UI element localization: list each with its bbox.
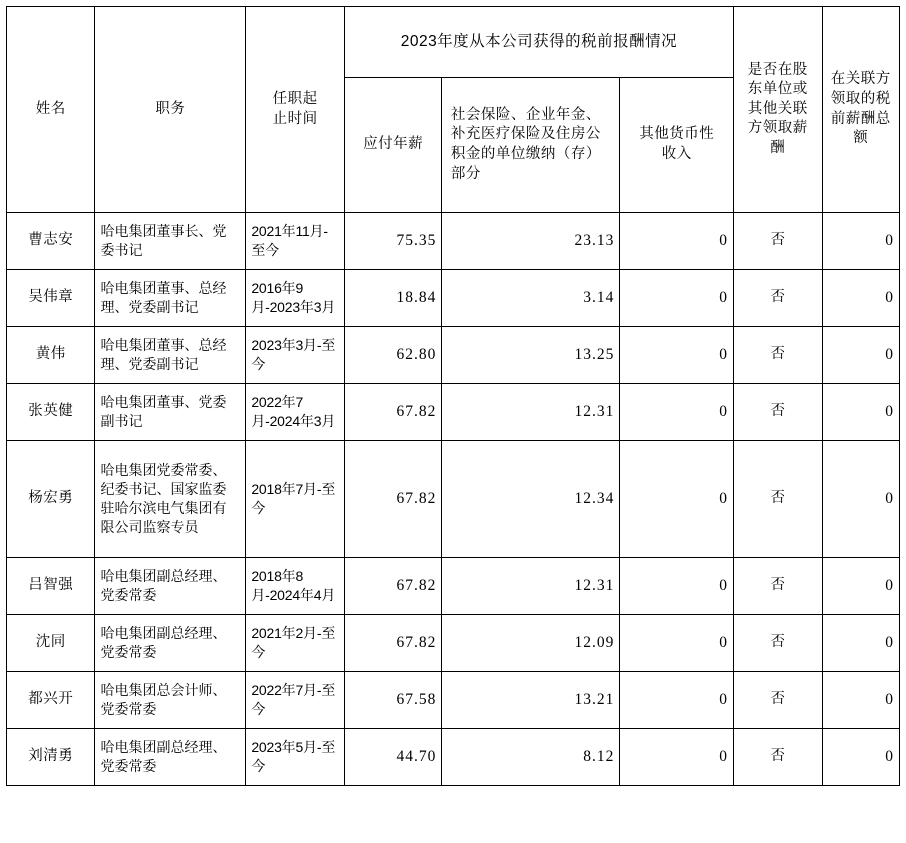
cell-position: 哈电集团党委常委、纪委书记、国家监委驻哈尔滨电气集团有限公司监察专员 bbox=[95, 441, 246, 558]
cell-insurance: 8.12 bbox=[442, 729, 620, 786]
cell-from-shareholder: 否 bbox=[734, 558, 822, 615]
cell-related-total: 0 bbox=[822, 327, 900, 384]
cell-period: 2018年7月-至今 bbox=[246, 441, 345, 558]
cell-position: 哈电集团副总经理、党委常委 bbox=[95, 729, 246, 786]
cell-related-total: 0 bbox=[822, 729, 900, 786]
cell-related-total: 0 bbox=[822, 441, 900, 558]
cell-name: 杨宏勇 bbox=[7, 441, 95, 558]
column-header-from-shareholder: 是否在股东单位或其他关联方领取薪酬 bbox=[734, 7, 822, 213]
cell-from-shareholder: 否 bbox=[734, 270, 822, 327]
table-header bbox=[7, 7, 900, 213]
cell-other-income: 0 bbox=[620, 558, 734, 615]
cell-name: 都兴开 bbox=[7, 672, 95, 729]
cell-period: 2016年9月-2023年3月 bbox=[246, 270, 345, 327]
cell-salary: 67.58 bbox=[344, 672, 442, 729]
cell-related-total: 0 bbox=[822, 615, 900, 672]
cell-from-shareholder: 否 bbox=[734, 672, 822, 729]
cell-period: 2021年2月-至今 bbox=[246, 615, 345, 672]
column-header-compensation-group: 2023年度从本公司获得的税前报酬情况 bbox=[344, 7, 733, 78]
cell-name: 吴伟章 bbox=[7, 270, 95, 327]
cell-name: 吕智强 bbox=[7, 558, 95, 615]
cell-position: 哈电集团董事长、党委书记 bbox=[95, 213, 246, 270]
cell-from-shareholder: 否 bbox=[734, 213, 822, 270]
cell-insurance: 12.34 bbox=[442, 441, 620, 558]
cell-period: 2023年3月-至今 bbox=[246, 327, 345, 384]
cell-other-income: 0 bbox=[620, 213, 734, 270]
cell-other-income: 0 bbox=[620, 384, 734, 441]
cell-insurance: 13.25 bbox=[442, 327, 620, 384]
cell-related-total: 0 bbox=[822, 213, 900, 270]
cell-name: 沈同 bbox=[7, 615, 95, 672]
cell-other-income: 0 bbox=[620, 729, 734, 786]
cell-salary: 67.82 bbox=[344, 384, 442, 441]
executive-compensation-table bbox=[6, 6, 900, 786]
cell-salary: 67.82 bbox=[344, 615, 442, 672]
column-header-insurance: 社会保险、企业年金、补充医疗保险及住房公积金的单位缴纳（存）部分 bbox=[442, 78, 620, 213]
cell-related-total: 0 bbox=[822, 558, 900, 615]
cell-period: 2018年8月-2024年4月 bbox=[246, 558, 345, 615]
cell-insurance: 12.31 bbox=[442, 384, 620, 441]
cell-insurance: 23.13 bbox=[442, 213, 620, 270]
table-row bbox=[7, 441, 900, 558]
cell-from-shareholder: 否 bbox=[734, 384, 822, 441]
cell-position: 哈电集团副总经理、党委常委 bbox=[95, 615, 246, 672]
cell-other-income: 0 bbox=[620, 441, 734, 558]
column-header-related-total: 在关联方领取的税前薪酬总额 bbox=[822, 7, 900, 213]
cell-salary: 44.70 bbox=[344, 729, 442, 786]
cell-salary: 18.84 bbox=[344, 270, 442, 327]
cell-insurance: 12.31 bbox=[442, 558, 620, 615]
cell-position: 哈电集团董事、总经理、党委副书记 bbox=[95, 270, 246, 327]
cell-position: 哈电集团总会计师、党委常委 bbox=[95, 672, 246, 729]
cell-position: 哈电集团副总经理、党委常委 bbox=[95, 558, 246, 615]
cell-name: 张英健 bbox=[7, 384, 95, 441]
cell-from-shareholder: 否 bbox=[734, 615, 822, 672]
cell-salary: 67.82 bbox=[344, 558, 442, 615]
cell-other-income: 0 bbox=[620, 270, 734, 327]
cell-position: 哈电集团董事、总经理、党委副书记 bbox=[95, 327, 246, 384]
column-header-position: 职务 bbox=[95, 7, 246, 213]
cell-salary: 67.82 bbox=[344, 441, 442, 558]
cell-from-shareholder: 否 bbox=[734, 327, 822, 384]
cell-from-shareholder: 否 bbox=[734, 729, 822, 786]
cell-period: 2022年7月-至今 bbox=[246, 672, 345, 729]
cell-name: 黄伟 bbox=[7, 327, 95, 384]
cell-salary: 62.80 bbox=[344, 327, 442, 384]
cell-name: 曹志安 bbox=[7, 213, 95, 270]
cell-period: 2023年5月-至今 bbox=[246, 729, 345, 786]
cell-related-total: 0 bbox=[822, 384, 900, 441]
table-row bbox=[7, 558, 900, 615]
column-header-name: 姓名 bbox=[7, 7, 95, 213]
table-row bbox=[7, 213, 900, 270]
table-row bbox=[7, 384, 900, 441]
cell-related-total: 0 bbox=[822, 270, 900, 327]
cell-period: 2022年7月-2024年3月 bbox=[246, 384, 345, 441]
cell-related-total: 0 bbox=[822, 672, 900, 729]
column-header-period: 任职起止时间 bbox=[246, 7, 345, 213]
table-row bbox=[7, 327, 900, 384]
cell-other-income: 0 bbox=[620, 327, 734, 384]
cell-other-income: 0 bbox=[620, 615, 734, 672]
cell-insurance: 3.14 bbox=[442, 270, 620, 327]
header-row-top bbox=[7, 7, 900, 78]
cell-period: 2021年11月-至今 bbox=[246, 213, 345, 270]
column-header-salary: 应付年薪 bbox=[344, 78, 442, 213]
table-body bbox=[7, 213, 900, 786]
table-row bbox=[7, 672, 900, 729]
table-row bbox=[7, 615, 900, 672]
table-row bbox=[7, 270, 900, 327]
cell-from-shareholder: 否 bbox=[734, 441, 822, 558]
cell-position: 哈电集团董事、党委副书记 bbox=[95, 384, 246, 441]
cell-insurance: 12.09 bbox=[442, 615, 620, 672]
cell-name: 刘清勇 bbox=[7, 729, 95, 786]
table-row bbox=[7, 729, 900, 786]
cell-salary: 75.35 bbox=[344, 213, 442, 270]
cell-insurance: 13.21 bbox=[442, 672, 620, 729]
cell-other-income: 0 bbox=[620, 672, 734, 729]
column-header-other-income: 其他货币性收入 bbox=[620, 78, 734, 213]
